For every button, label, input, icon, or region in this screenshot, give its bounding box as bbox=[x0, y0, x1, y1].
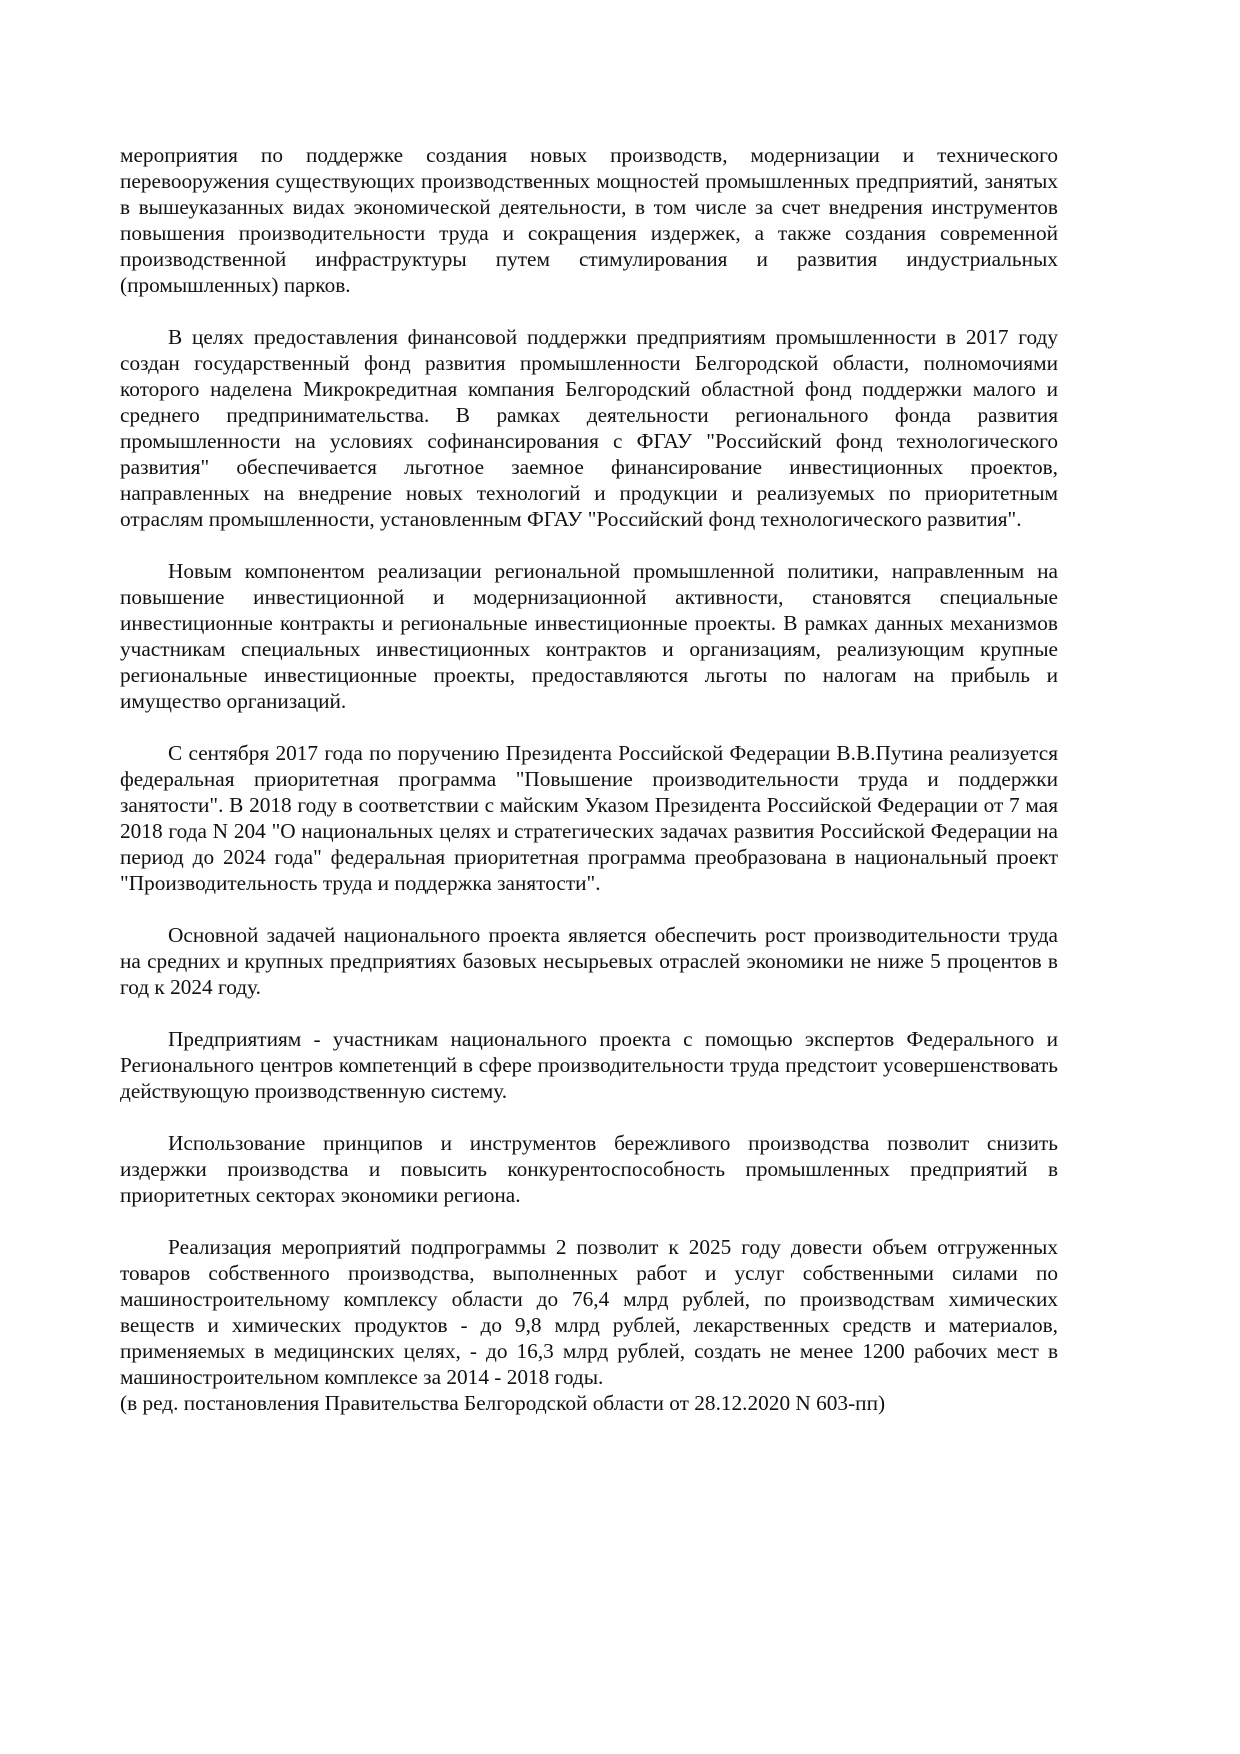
amendment-note: (в ред. постановления Правительства Белгородской области от 28.12.2020 N 603-пп) bbox=[120, 1391, 886, 1415]
paragraph-lean-production: Использование принципов и инструментов бережливого производства позволит снизить издержки производства и повысить конкурентоспособность промышленных предприятий в приоритетных секторах экономики региона. bbox=[120, 1131, 1058, 1207]
paragraph-competence-centers: Предприятиям - участникам национального проекта с помощью экспертов Федерального и Регионального центров компетенций в сфере производительности труда предстоит усовершенствовать действующую производственную систему. bbox=[120, 1027, 1058, 1103]
paragraph-support-measures: мероприятия по поддержке создания новых производств, модернизации и технического перевооружения существующих производственных мощностей промышленных предприятий, занятых в вышеуказанных видах экономической деятельности, в том числе за счет внедрения инструментов повышения производительности труда и сокращения издержек, а также создания современной производственной инфраструктуры путем стимулирования и развития индустриальных (промышленных) парков. bbox=[120, 143, 1058, 297]
paragraph-subprogram-results: Реализация мероприятий подпрограммы 2 позволит к 2025 году довести объем отгруженных товаров собственного производства, выполненных работ и услуг собственными силами по машиностроительному комплексу области до 76,4 млрд рублей, по производствам химических веществ и химических продуктов - до 9,8 млрд рублей, лекарственных средств и материалов, применяемых в медицинских целях, - до 16,3 млрд рублей, создать не менее 1200 рабочих мест в машиностроительном комплексе за 2014 - 2018 годы. bbox=[120, 1235, 1058, 1389]
paragraph-main-goal: Основной задачей национального проекта является обеспечить рост производительности труда на средних и крупных предприятиях базовых несырьевых отраслей экономики не ниже 5 процентов в год к 2024 году. bbox=[120, 923, 1058, 999]
paragraph-industry-fund: В целях предоставления финансовой поддержки предприятиям промышленности в 2017 году создан государственный фонд развития промышленности Белгородской области, полномочиями которого наделена Микрокредитная компания Белгородский областной фонд поддержки малого и среднего предпринимательства. В рамках деятельности регионального фонда развития промышленности на условиях софинансирования с ФГАУ "Российский фонд технологического развития" обеспечивается льготное заемное финансирование инвестиционных проектов, направленных на внедрение новых технологий и продукции и реализуемых по приоритетным отраслям промышленности, установленным ФГАУ "Российский фонд технологического развития". bbox=[120, 325, 1058, 531]
paragraph-national-project: С сентября 2017 года по поручению Президента Российской Федерации В.В.Путина реализуется федеральная приоритетная программа "Повышение производительности труда и поддержки занятости". В 2018 году в соответствии с майским Указом Президента Российской Федерации от 7 мая 2018 года N 204 "О национальных целях и стратегических задачах развития Российской Федерации на период до 2024 года" федеральная приоритетная программа преобразована в национальный проект "Производительность труда и поддержка занятости". bbox=[120, 741, 1058, 895]
document-page bbox=[120, 142, 1058, 1416]
paragraph-investment-contracts: Новым компонентом реализации региональной промышленной политики, направленным на повышение инвестиционной и модернизационной активности, становятся специальные инвестиционные контракты и региональные инвестиционные проекты. В рамках данных механизмов участникам специальных инвестиционных контрактов и организациям, реализующим крупные региональные инвестиционные проекты, предоставляются льготы по налогам на прибыль и имущество организаций. bbox=[120, 559, 1058, 713]
